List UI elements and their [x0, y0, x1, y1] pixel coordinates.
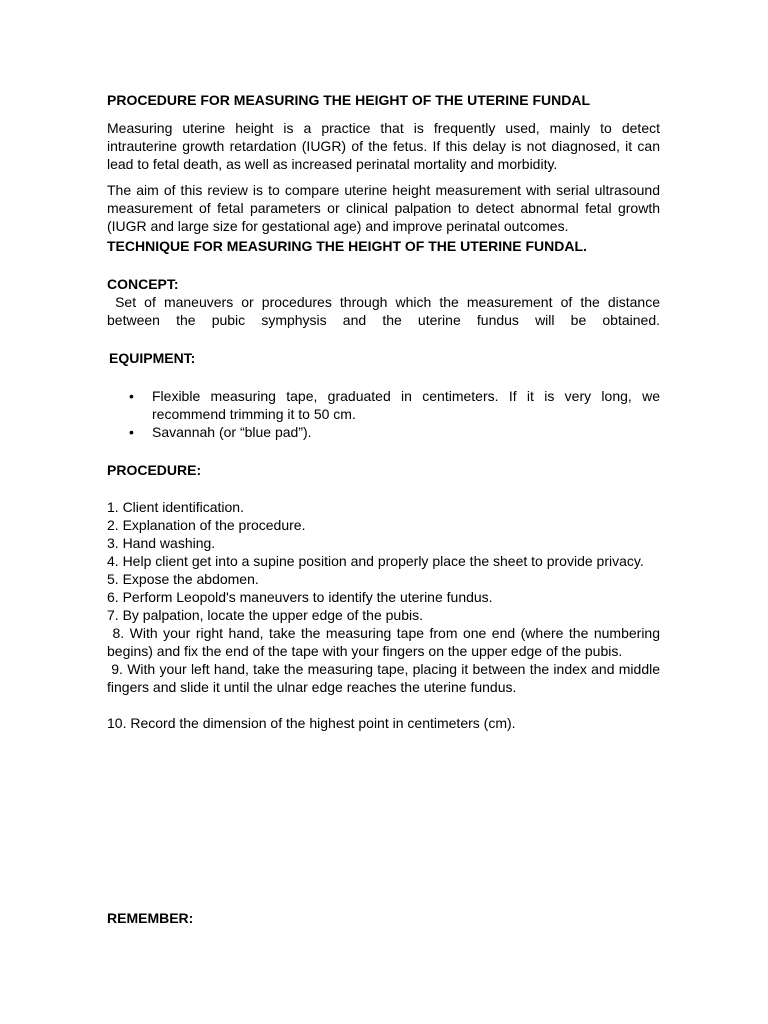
procedure-step: 4. Help client get into a supine position and properly place the sheet to provide privacy. [107, 553, 644, 569]
bullet-icon: • [129, 424, 134, 440]
procedure-step: 10. Record the dimension of the highest point in centimeters (cm). [107, 715, 516, 731]
remember-heading: REMEMBER: [107, 910, 194, 926]
equipment-item [107, 423, 660, 441]
equipment-list [107, 387, 660, 441]
procedure-step: 2. Explanation of the procedure. [107, 517, 306, 533]
procedure-heading: PROCEDURE: [107, 462, 202, 478]
procedure-step: 8. With your right hand, take the measuring tape from one end (where the numbering begins) and fix the end of the tape with your fingers on the upper edge of the pubis. [107, 625, 664, 659]
concept-heading: CONCEPT: [107, 276, 179, 292]
procedure-step: 3. Hand washing. [107, 535, 216, 551]
concept-text: Set of maneuvers or procedures through which the measurement of the distance between the pubic symphysis and the uterine fundus will be obtained. [107, 294, 664, 328]
document-title: PROCEDURE FOR MEASURING THE HEIGHT OF THE UTERINE FUNDAL [107, 92, 591, 108]
procedure-step: 1. Client identification. [107, 499, 244, 515]
procedure-steps [107, 498, 664, 732]
technique-heading: TECHNIQUE FOR MEASURING THE HEIGHT OF THE UTERINE FUNDAL. [107, 238, 587, 254]
intro-paragraph-1: Measuring uterine height is a practice that is frequently used, mainly to detect intrauterine growth retardation (IUGR) of the fetus. If this delay is not diagnosed, it can lead to fetal death, as well as increased perinatal mortality and morbidity. [107, 120, 660, 172]
equipment-item [107, 387, 660, 423]
equipment-item-text: Savannah (or “blue pad”). [152, 424, 312, 440]
bullet-icon: • [129, 388, 134, 404]
procedure-step: 5. Expose the abdomen. [107, 571, 259, 587]
procedure-step: 9. With your left hand, take the measuring tape, placing it between the index and middle fingers and slide it until the ulnar edge reaches the uterine fundus. [107, 661, 664, 695]
procedure-step: 7. By palpation, locate the upper edge of the pubis. [107, 607, 424, 623]
equipment-item-text: Flexible measuring tape, graduated in centimeters. If it is very long, we recommend trimming it to 50 cm. [152, 388, 660, 422]
document-page [107, 91, 664, 926]
equipment-heading: EQUIPMENT: [109, 350, 196, 366]
intro-paragraph-2: The aim of this review is to compare uterine height measurement with serial ultrasound measurement of fetal parameters or clinical palpation to detect abnormal fetal growth (IUGR and large size for gestational age) and improve perinatal outcomes. [107, 182, 660, 234]
procedure-step: 6. Perform Leopold's maneuvers to identify the uterine fundus. [107, 589, 493, 605]
